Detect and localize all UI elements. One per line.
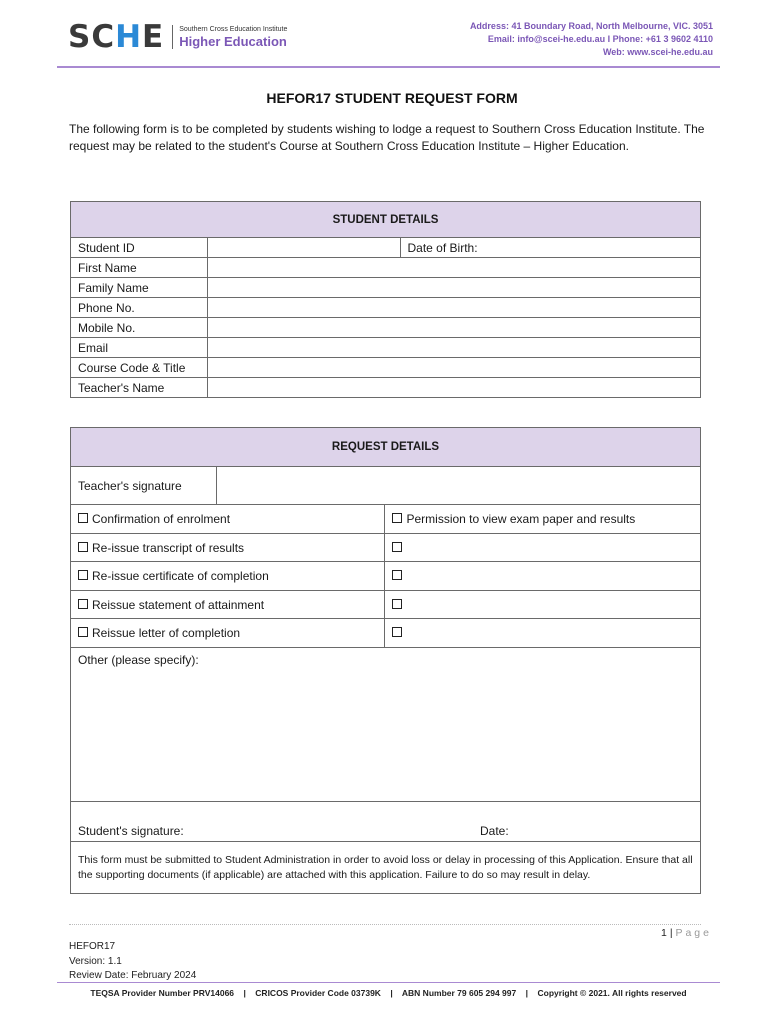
logo-institute-name: Southern Cross Education Institute	[179, 26, 288, 33]
request-details-table	[70, 427, 701, 894]
checkbox-icon[interactable]	[392, 599, 402, 609]
option-confirmation-enrolment[interactable]: Confirmation of enrolment	[71, 505, 385, 534]
meta-review-date: Review Date: February 2024	[69, 970, 197, 981]
contact-email-phone: Email: info@scei-he.edu.au I Phone: +61 3 9602 4110	[487, 34, 713, 44]
logo-higher-education: Higher Education	[179, 34, 287, 49]
phone-label: Phone No.	[71, 298, 208, 318]
course-label: Course Code & Title	[71, 358, 208, 378]
teacher-name-field[interactable]	[207, 378, 700, 398]
option-reissue-letter[interactable]: Reissue letter of completion	[71, 619, 385, 648]
student-signature-field[interactable]	[71, 802, 701, 842]
footer-divider	[57, 982, 720, 983]
meta-version: Version: 1.1	[69, 955, 122, 967]
checkbox-icon[interactable]	[78, 599, 88, 609]
header-divider	[57, 66, 720, 68]
email-label: Email	[71, 338, 208, 358]
teacher-signature-label: Teacher's signature	[71, 467, 217, 505]
document-meta	[69, 940, 196, 984]
option-blank-1[interactable]	[385, 534, 701, 562]
dob-label: Date of Birth:	[407, 240, 478, 255]
option-permission-exam[interactable]: Permission to view exam paper and results	[385, 505, 701, 534]
checkbox-icon[interactable]	[78, 513, 88, 523]
logo-divider	[172, 25, 173, 49]
student-signature-label: Student's signature:	[78, 824, 184, 838]
mobile-field[interactable]	[207, 318, 700, 338]
student-details-table	[70, 201, 701, 398]
contact-web: Web: www.scei-he.edu.au	[602, 47, 713, 57]
student-details-heading: STUDENT DETAILS	[71, 202, 701, 238]
other-specify-field[interactable]	[71, 648, 701, 802]
option-blank-2[interactable]	[385, 562, 701, 591]
first-name-field[interactable]	[207, 258, 700, 278]
teacher-signature-field[interactable]	[216, 467, 700, 505]
footer-dotted-rule	[69, 924, 701, 925]
checkbox-icon[interactable]	[392, 513, 402, 523]
scei-logo	[68, 19, 288, 55]
option-blank-3[interactable]	[385, 591, 701, 619]
student-id-label: Student ID	[71, 238, 208, 258]
teacher-name-label: Teacher's Name	[71, 378, 208, 398]
signature-date-label: Date:	[480, 824, 509, 838]
checkbox-icon[interactable]	[392, 627, 402, 637]
form-title: HEFOR17 STUDENT REQUEST FORM	[266, 90, 518, 106]
student-id-field[interactable]	[207, 238, 400, 258]
course-field[interactable]	[207, 358, 700, 378]
family-name-label: Family Name	[71, 278, 208, 298]
page-number: 1 | Page	[661, 927, 712, 939]
checkbox-icon[interactable]	[392, 570, 402, 580]
family-name-field[interactable]	[207, 278, 700, 298]
option-reissue-transcript[interactable]: Re-issue transcript of results	[71, 534, 385, 562]
dob-field[interactable]	[400, 238, 701, 258]
option-reissue-certificate[interactable]: Re-issue certificate of completion	[71, 562, 385, 591]
checkbox-icon[interactable]	[78, 542, 88, 552]
contact-address: Address: 41 Boundary Road, North Melbourne, VIC. 3051	[469, 21, 713, 31]
submission-note: This form must be submitted to Student Administration in order to avoid loss or delay in processing of this Application. Ensure that all the supporting documents (if applicable) are attached with this application. Failure to do so may result in delay.	[71, 842, 701, 894]
intro-paragraph: The following form is to be completed by students wishing to lodge a request to Southern Cross Education Institute. The request may be related to the student's Course at Southern Cross Education Institute – Higher Education.	[69, 122, 705, 153]
first-name-label: First Name	[71, 258, 208, 278]
other-specify-label: Other (please specify):	[78, 653, 199, 667]
contact-block	[470, 20, 713, 59]
checkbox-icon[interactable]	[78, 627, 88, 637]
meta-form-code: HEFOR17	[69, 941, 116, 952]
checkbox-icon[interactable]	[392, 542, 402, 552]
phone-field[interactable]	[207, 298, 700, 318]
request-details-heading: REQUEST DETAILS	[71, 428, 701, 467]
provider-footer: TEQSA Provider Number PRV14066 | CRICOS Provider Code 03739K | ABN Number 79 605 294 997 | Copyright © 2021. All rights reserved	[90, 988, 687, 998]
logo-mark: SCHE	[68, 19, 165, 55]
email-field[interactable]	[207, 338, 700, 358]
checkbox-icon[interactable]	[78, 570, 88, 580]
option-blank-4[interactable]	[385, 619, 701, 648]
option-reissue-statement[interactable]: Reissue statement of attainment	[71, 591, 385, 619]
mobile-label: Mobile No.	[71, 318, 208, 338]
